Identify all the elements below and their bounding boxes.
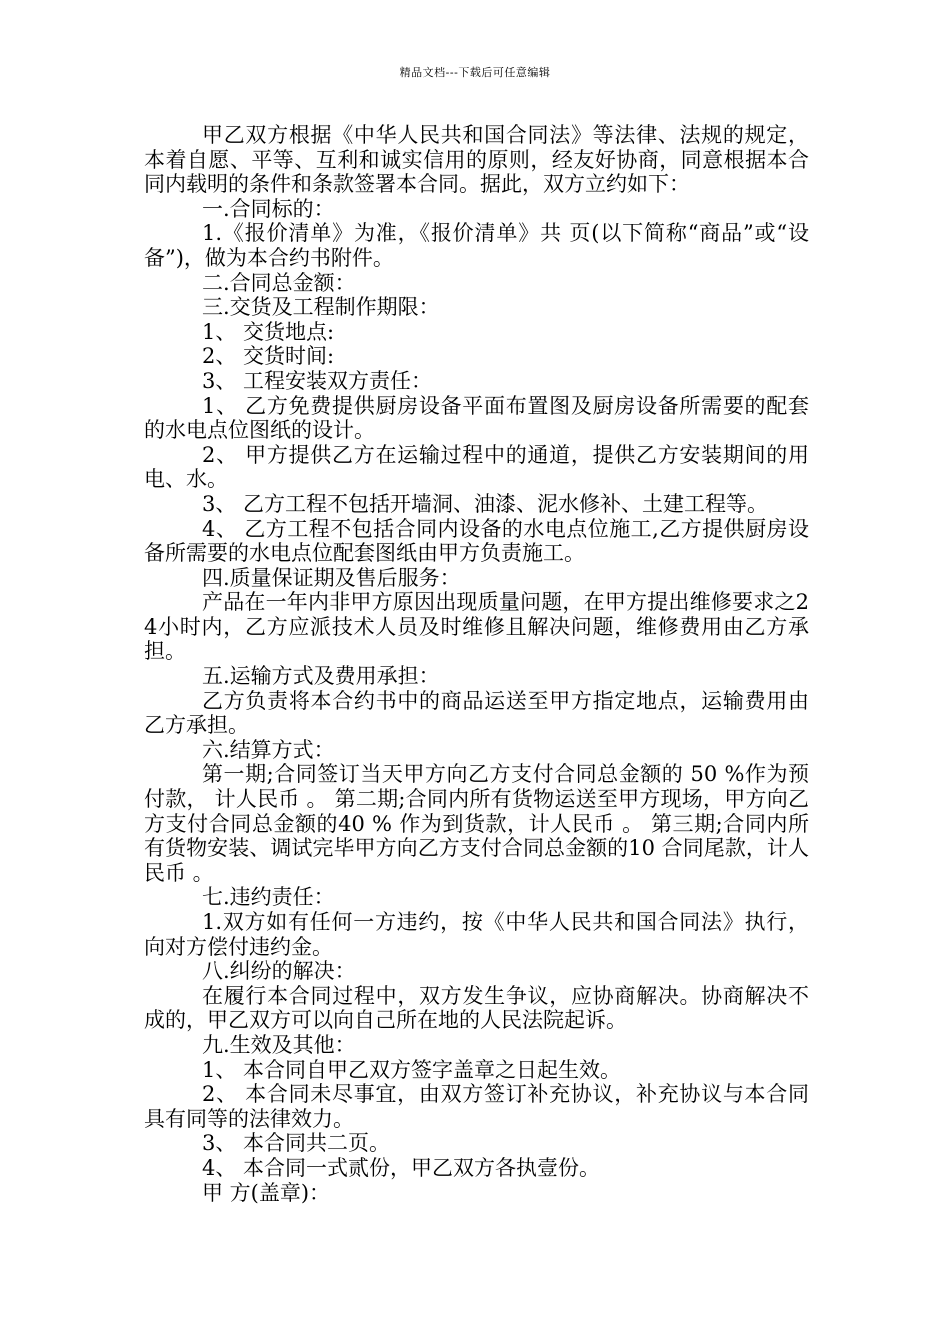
section-heading-breach: 七.违约责任：: [202, 885, 335, 910]
dispute-paragraph: 在履行本合同过程中，双方发生争议，应协商解决。协商解决不成的，甲乙双方可以向自己所在地的人民法院起诉。: [144, 983, 809, 1033]
section-heading-dispute: 八.纠纷的解决：: [202, 959, 356, 984]
section-heading-subject: 一.合同标的：: [202, 196, 335, 221]
installation-responsibility: 3、 工程安装双方责任：: [202, 368, 433, 393]
page-header: 精品文档---下载后可任意编辑: [399, 66, 551, 79]
section-heading-warranty: 四.质量保证期及售后服务：: [202, 565, 461, 590]
transport-paragraph: 乙方负责将本合约书中的商品运送至甲方指定地点，运输费用由乙方承担。: [144, 688, 809, 738]
party-a-seal-line: 甲 方(盖章)：: [202, 1180, 331, 1205]
responsibility-item-3: 3、 乙方工程不包括开墙洞、油漆、泥水修补、土建工程等。: [202, 491, 769, 516]
section-heading-settlement: 六.结算方式：: [202, 737, 335, 762]
breach-paragraph: 1.双方如有任何一方违约，按《中华人民共和国合同法》执行，向对方偿付违约金。: [144, 910, 809, 959]
effect-item-4: 4、 本合同一式贰份，甲乙双方各执壹份。: [202, 1155, 601, 1180]
delivery-time: 2、 交货时间:: [202, 344, 335, 369]
contract-body: [144, 123, 809, 1205]
effect-item-2: 2、 本合同未尽事宜，由双方签订补充协议，补充协议与本合同具有同等的法律效力。: [144, 1082, 809, 1131]
delivery-place: 1、 交货地点:: [202, 319, 335, 344]
responsibility-item-2: 2、 甲方提供乙方在运输过程中的通道，提供乙方安装期间的用电、水。: [144, 442, 809, 492]
warranty-paragraph: 产品在一年内非甲方原因出现质量问题，在甲方提出维修要求之24小时内，乙方应派技术人员及时维修且解决问题，维修费用由乙方承担。: [144, 590, 809, 664]
effect-item-3: 3、 本合同共二页。: [202, 1131, 391, 1156]
section-heading-total-amount: 二.合同总金额：: [202, 270, 356, 295]
settlement-paragraph: 第一期;合同签订当天甲方向乙方支付合同总金额的 50 %作为预付款， 计人民币 。 第二期;合同内所有货物运送至甲方现场，甲方向乙方支付合同总金额的40 % 作为到货款，计人民币 。 第三期;合同内所有货物安装、调试完毕甲方向乙方支付合同总金额的10 合同尾款，计人民币 。: [144, 762, 809, 885]
effect-item-1: 1、 本合同自甲乙双方签字盖章之日起生效。: [202, 1057, 622, 1082]
section-heading-transport: 五.运输方式及费用承担：: [202, 664, 440, 689]
subject-clause-1: 1.《报价清单》为准，《报价清单》共 页(以下简称“商品”或“设备”)，做为本合约书附件。: [144, 221, 809, 270]
responsibility-item-1: 1、 乙方免费提供厨房设备平面布置图及厨房设备所需要的配套的水电点位图纸的设计。: [144, 393, 809, 443]
section-heading-delivery: 三.交货及工程制作期限：: [202, 295, 440, 320]
section-heading-effect: 九.生效及其他：: [202, 1032, 356, 1057]
preamble-paragraph: 甲乙双方根据《中华人民共和国合同法》等法律、法规的规定，本着自愿、平等、互利和诚实信用的原则，经友好协商，同意根据本合同内载明的条件和条款签署本合同。据此，双方立约如下：: [144, 123, 809, 197]
responsibility-item-4: 4、 乙方工程不包括合同内设备的水电点位施工,乙方提供厨房设备所需要的水电点位配套图纸由甲方负责施工。: [144, 516, 809, 566]
